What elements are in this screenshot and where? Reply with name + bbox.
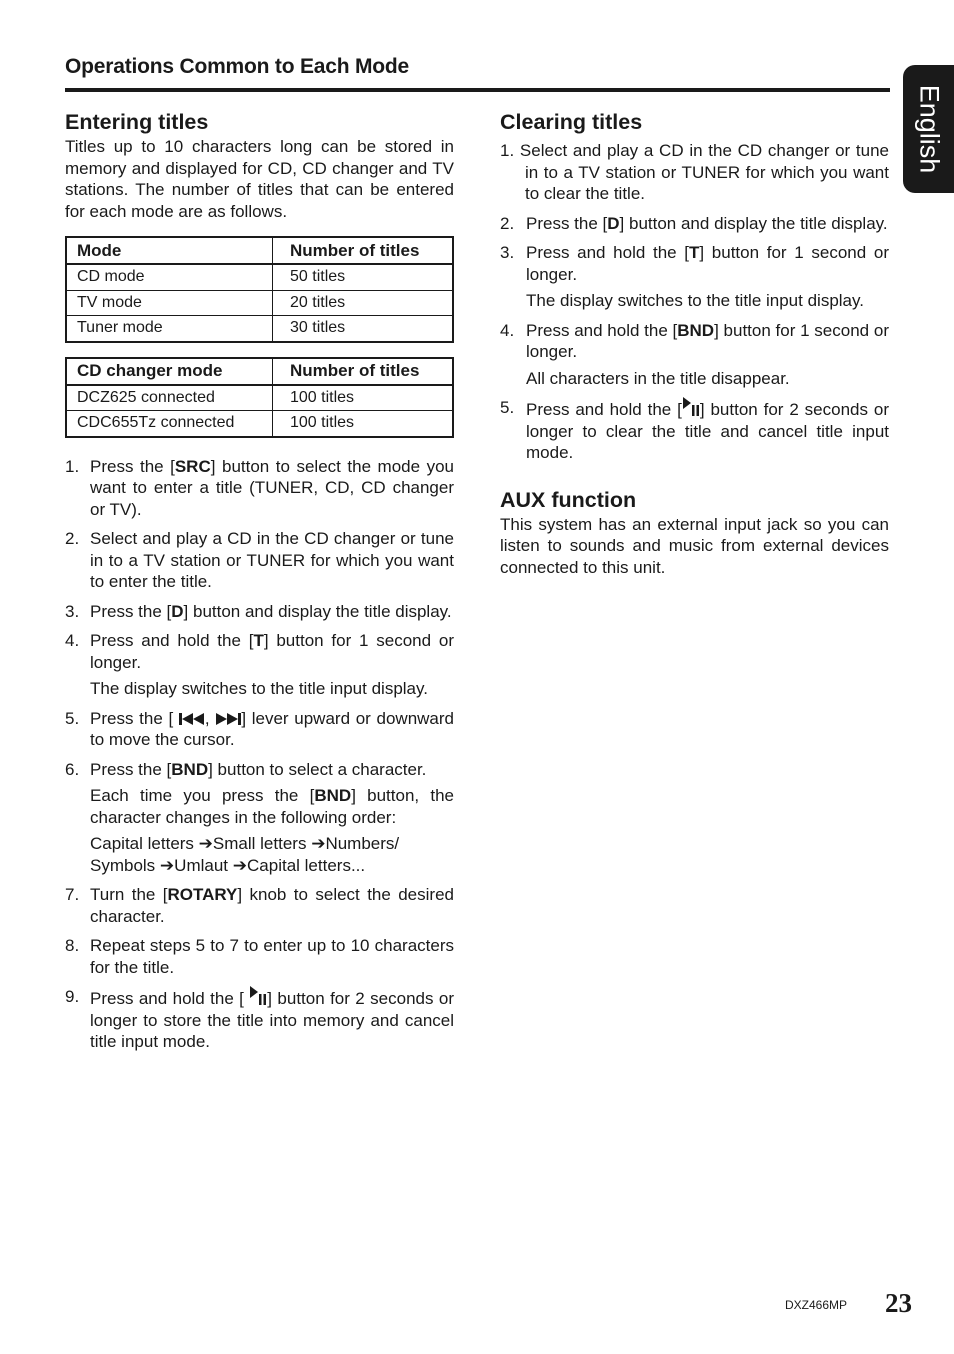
step-text: Press and hold the [ — [526, 320, 678, 340]
skip-back-icon — [179, 712, 205, 726]
step-text: Press and hold the [ — [526, 243, 690, 262]
t-button-label: T — [689, 243, 700, 262]
skip-forward-icon — [215, 712, 241, 726]
list-item — [65, 601, 454, 623]
bnd-button-label: BND — [171, 759, 209, 779]
step-text: ] button for 1 second or longer. — [526, 243, 889, 284]
clearing-titles-heading: Clearing titles — [500, 110, 643, 134]
step-number: 5. — [500, 398, 515, 417]
bnd-button-label: BND — [314, 786, 352, 805]
step-text: ] button for 1 second or longer. — [526, 320, 889, 361]
left-column — [65, 108, 454, 1061]
model-number: DXZ466MP — [785, 1298, 848, 1312]
header-divider — [65, 88, 890, 92]
list-item — [65, 630, 454, 700]
t-button-label: T — [253, 631, 264, 650]
cd-changer-titles-table — [65, 357, 454, 438]
step-text: Press and hold the [ — [526, 400, 682, 419]
table-header-cell: Number of titles — [273, 358, 454, 385]
table-header-row — [66, 237, 453, 264]
step-text: ] button to select a character. — [208, 759, 427, 779]
list-item — [500, 242, 889, 312]
bnd-button-label: BND — [677, 320, 715, 340]
language-tab — [903, 65, 954, 193]
play-pause-icon — [682, 397, 700, 417]
list-item — [65, 935, 454, 978]
arrow-right-icon: ➔ — [311, 834, 326, 853]
step-text: ] lever upward or downward to move the cursor. — [90, 708, 455, 749]
list-item — [500, 213, 889, 235]
list-item — [65, 708, 454, 751]
step-text: ] knob to select the desired character. — [90, 885, 454, 926]
aux-function-heading: AUX function — [500, 487, 637, 512]
table-row — [66, 385, 453, 411]
step-number: 2. — [65, 529, 80, 548]
right-column — [500, 108, 889, 578]
table-cell: CDC655Tz connected — [66, 411, 273, 437]
table-cell: Tuner mode — [66, 316, 273, 342]
rotary-knob-label: ROTARY — [167, 885, 238, 904]
step-number: 6. — [65, 759, 80, 779]
table-cell: 50 titles — [273, 264, 454, 290]
list-item — [65, 986, 454, 1053]
step-text: ] button for 2 seconds or longer to clear the title and cancel title input mode. — [526, 400, 889, 462]
step-text: Press the [ — [526, 213, 608, 233]
list-item — [500, 140, 889, 205]
step-text: Press and hold the [ — [90, 989, 250, 1008]
arrow-right-icon: ➔ — [198, 834, 213, 853]
sequence-item: Small letters — [212, 834, 307, 853]
step-text: ] button and display the title display. — [619, 213, 888, 233]
step-text: Press the [ — [90, 601, 172, 621]
list-item — [65, 456, 454, 521]
table-cell: 100 titles — [273, 411, 454, 437]
clearing-steps-list — [500, 140, 889, 464]
list-item — [500, 320, 889, 390]
step-text: Select and play a CD in the CD changer or tune in to a TV station or TUNER for which you want to enter the title. — [90, 529, 454, 591]
entering-steps-list — [65, 456, 454, 1053]
step-number: 4. — [65, 631, 80, 650]
page-section-title: Operations Common to Each Mode — [65, 55, 410, 78]
step-text: Each time you press the [ — [90, 786, 315, 805]
arrow-right-icon: ➔ — [232, 855, 248, 875]
step-text: ] button to select the mode you want to enter a title (TUNER, CD, CD changer or TV). — [90, 456, 454, 519]
list-item — [500, 397, 889, 464]
table-cell: 30 titles — [273, 316, 454, 342]
table-cell: CD mode — [66, 264, 273, 290]
step-text: Select and play a CD in the CD changer or tune in to a TV station or TUNER for which you want to clear the title. — [519, 141, 889, 203]
table-cell: DCZ625 connected — [66, 385, 273, 411]
step-note: All characters in the title disappear. — [526, 368, 790, 388]
table-row — [66, 411, 453, 437]
page-number: 23 — [885, 1288, 912, 1318]
table-cell: 20 titles — [273, 290, 454, 316]
step-note: The display switches to the title input display. — [526, 291, 864, 310]
sequence-item: Numbers/ Symbols — [90, 834, 400, 875]
step-number: 7. — [65, 885, 80, 904]
step-number: 2. — [500, 213, 515, 233]
table-cell: 100 titles — [273, 385, 454, 411]
step-text: , — [204, 708, 216, 728]
step-text: ] button and display the title display. — [183, 601, 452, 621]
list-item — [65, 884, 454, 927]
aux-function-text: This system has an external input jack so you can listen to sounds and music from external devices connected to this unit. — [500, 514, 889, 577]
aux-section — [500, 486, 889, 579]
step-number: 8. — [65, 936, 80, 955]
d-button-label: D — [607, 213, 620, 233]
step-text: Repeat steps 5 to 7 to enter up to 10 characters for the title. — [90, 936, 454, 977]
step-text: ] button, the character changes in the following order: — [90, 786, 454, 827]
play-pause-icon — [249, 986, 267, 1006]
step-number: 5. — [65, 708, 80, 728]
mode-titles-table — [65, 236, 454, 343]
step-number: 3. — [65, 601, 80, 621]
step-text: Turn the [ — [90, 885, 168, 904]
step-text: Press the [ — [90, 456, 175, 476]
table-row — [66, 264, 453, 290]
sequence-item: Capital letters... — [247, 855, 366, 875]
list-item — [65, 759, 454, 877]
step-number: 1. — [65, 456, 80, 476]
step-number: 4. — [500, 320, 515, 340]
sequence-item: Umlaut — [174, 855, 229, 875]
entering-titles-heading: Entering titles — [65, 110, 209, 134]
step-text: Press and hold the [ — [90, 631, 254, 650]
list-item — [65, 528, 454, 593]
table-row — [66, 316, 453, 342]
src-button-label: SRC — [174, 456, 211, 476]
step-text: ] button for 2 seconds or longer to store the title into memory and cancel title input mode. — [90, 989, 454, 1051]
step-number: 3. — [500, 243, 515, 262]
language-tab-label: English — [914, 84, 944, 174]
table-header-cell: CD changer mode — [66, 358, 273, 385]
step-text: Press the [ — [90, 708, 179, 728]
table-cell: TV mode — [66, 290, 273, 316]
step-text: Press the [ — [90, 759, 172, 779]
step-note — [90, 785, 454, 828]
table-header-cell: Number of titles — [273, 237, 454, 264]
character-sequence — [90, 833, 454, 876]
step-number: 1. — [500, 141, 515, 160]
table-header-cell: Mode — [66, 237, 273, 264]
step-text: ] button for 1 second or longer. — [90, 631, 454, 672]
table-row — [66, 290, 453, 316]
step-number: 9. — [65, 987, 80, 1006]
d-button-label: D — [171, 601, 184, 621]
entering-titles-intro: Titles up to 10 characters long can be stored in memory and displayed for CD, CD changer and TV stations. The number of titles that can be entered for each mode are as follows. — [65, 137, 454, 221]
arrow-right-icon: ➔ — [159, 855, 175, 875]
sequence-item: Capital letters — [90, 834, 194, 853]
table-header-row — [66, 358, 453, 385]
step-note: The display switches to the title input display. — [90, 679, 428, 698]
